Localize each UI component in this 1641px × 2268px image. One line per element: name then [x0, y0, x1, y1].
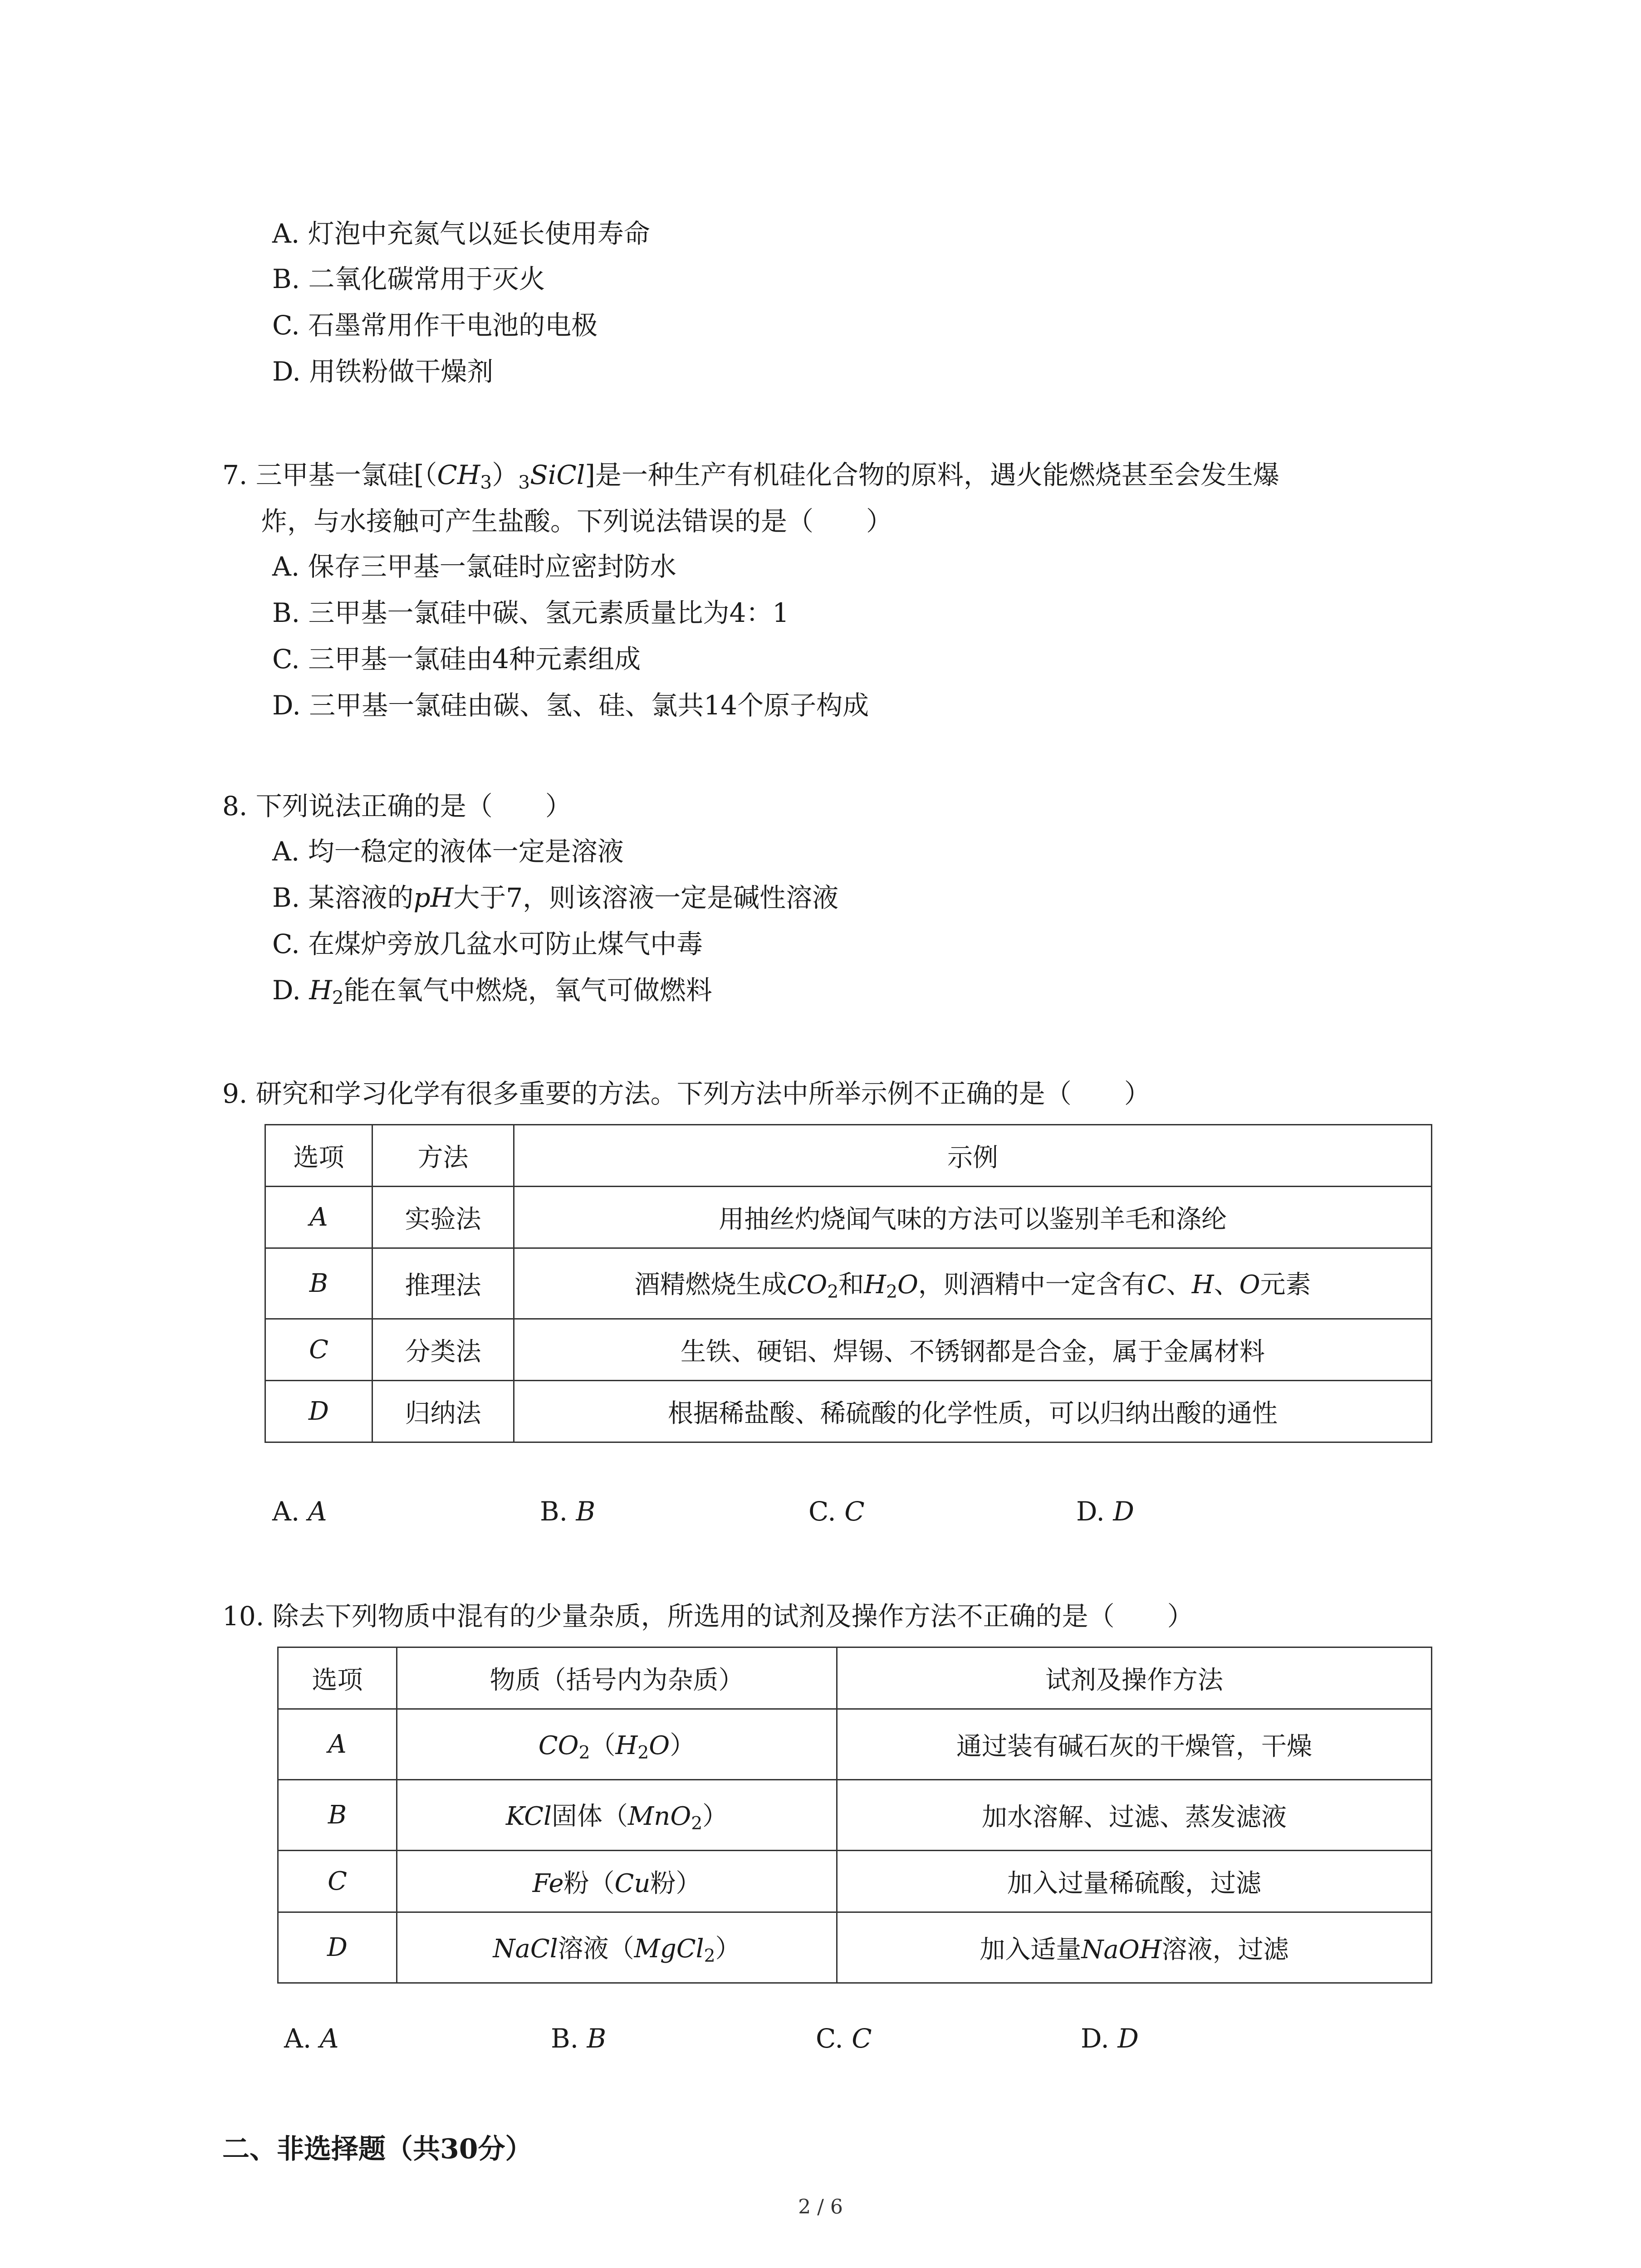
q10-table-header: [278, 1647, 1432, 1709]
q10-row-a-option: A: [278, 1709, 397, 1780]
q9-b-ex-mid: ，则酒精中一定含有: [918, 1270, 1147, 1300]
q9-row-a-option: A: [265, 1187, 372, 1248]
q9-b-ex-o2: O: [1239, 1270, 1260, 1300]
q7-number: 7.: [222, 459, 248, 490]
q10-c-t1: 粉（: [563, 1868, 615, 1898]
q10-choice-c: [816, 2023, 872, 2054]
q9-choice-d: [1076, 1496, 1134, 1527]
q9-b-ex-h2: H: [1191, 1270, 1214, 1300]
q7-stem-line1: [222, 459, 1279, 498]
q8-optb-ph: pH: [413, 882, 454, 913]
q10-a-paren-open: （: [590, 1731, 616, 1761]
table-row: [278, 1709, 1432, 1780]
q10-d-mgcl: MgCl: [634, 1934, 704, 1964]
q6-option-c: C. 石墨常用作干电池的电极: [272, 310, 598, 341]
q10-d-paren-close: ）: [715, 1934, 741, 1964]
q9-row-b-method: 推理法: [372, 1248, 514, 1319]
q10-choice-c-label: C.: [816, 2023, 852, 2054]
q7-formula-sicl: SiCl: [530, 459, 585, 490]
q7-stem-line2: 炸，与水接触可产生盐酸。下列说法错误的是（ ）: [261, 506, 893, 537]
q9-row-b-example: [514, 1248, 1432, 1319]
q9-choice-c-value: C: [844, 1496, 865, 1527]
q7-paren-close: ）: [492, 459, 519, 490]
q9-choice-d-value: D: [1113, 1496, 1134, 1527]
q10-choice-c-value: C: [852, 2023, 872, 2054]
q10-a-h: H: [615, 1731, 638, 1761]
q10-d-method-pre: 加入适量: [980, 1935, 1082, 1965]
q7-stem-post: ]是一种生产有机硅化合物的原料，遇火能燃烧甚至会发生爆: [585, 459, 1279, 490]
section2-heading: 二、非选择题（共30分）: [222, 2133, 533, 2165]
q7-formula-ch: CH: [437, 459, 480, 490]
q9-header-option: 选项: [265, 1125, 372, 1187]
q8-optd-pre: D.: [272, 975, 309, 1006]
q9-b-ex-sep2: 、: [1214, 1270, 1239, 1300]
q9-b-ex-sep1: 、: [1166, 1270, 1192, 1300]
q10-choice-b-value: B: [587, 2023, 607, 2054]
q10-c-cu: Cu: [614, 1868, 651, 1898]
q9-choice-b-label: B.: [540, 1496, 576, 1527]
q9-choice-c-label: C.: [808, 1496, 845, 1527]
q8-option-b: [272, 882, 838, 914]
q10-b-mno: MnO: [627, 1802, 691, 1832]
q9-row-d-option: D: [265, 1381, 372, 1442]
q10-d-t1: 溶液（: [558, 1934, 634, 1964]
q10-table: [277, 1647, 1432, 1984]
q10-row-d-method: [837, 1912, 1432, 1983]
q10-header-option: 选项: [278, 1647, 397, 1709]
q7-option-b: B. 三甲基一氯硅中碳、氢元素质量比为4：1: [272, 597, 789, 628]
q9-row-c-option: C: [265, 1319, 372, 1381]
q7-option-d: D. 三甲基一氯硅由碳、氢、硅、氯共14个原子构成: [272, 690, 869, 721]
q9-b-ex-sub2: 2: [886, 1281, 897, 1302]
q10-header-substance: 物质（括号内为杂质）: [397, 1647, 837, 1709]
q8-optb-pre: B. 某溶液的: [272, 882, 414, 913]
q10-choice-d-value: D: [1117, 2023, 1139, 2054]
q8-option-c: C. 在煤炉旁放几盆水可防止煤气中毒: [272, 929, 703, 959]
q9-row-c-example: 生铁、硬铝、焊锡、不锈钢都是合金，属于金属材料: [514, 1319, 1432, 1381]
q10-choice-d-label: D.: [1081, 2023, 1118, 2054]
q10-choice-b-label: B.: [551, 2023, 587, 2054]
q10-choice-a: [284, 2023, 339, 2054]
q6-option-d: D. 用铁粉做干燥剂: [272, 356, 494, 387]
table-row: [278, 1851, 1432, 1912]
q9-header-method: 方法: [372, 1125, 514, 1187]
q9-table-header: [265, 1125, 1432, 1187]
q10-choice-a-label: A.: [284, 2023, 320, 2054]
q10-d-method-naoh: NaOH: [1081, 1935, 1162, 1965]
q9-table: [265, 1124, 1432, 1443]
q9-row-b-option: B: [265, 1248, 372, 1319]
table-row: [278, 1912, 1432, 1983]
q9-b-ex-o: O: [897, 1270, 918, 1300]
q9-b-ex-c: C: [1146, 1270, 1166, 1300]
q9-choice-a: [272, 1496, 327, 1527]
q10-choice-d: [1081, 2023, 1139, 2054]
table-row: [265, 1319, 1432, 1381]
q10-row-b-option: B: [278, 1780, 397, 1851]
q10-c-t2: 粉）: [650, 1868, 701, 1898]
q10-header-method: 试剂及操作方法: [837, 1647, 1432, 1709]
q8-option-d: [272, 974, 712, 1013]
q7-sub-3a: 3: [480, 471, 492, 494]
q9-choice-b-value: B: [576, 1496, 596, 1527]
q10-choice-b: [551, 2023, 606, 2054]
q10-row-c-substance: [397, 1851, 837, 1912]
q9-row-a-example: 用抽丝灼烧闻气味的方法可以鉴别羊毛和涤纶: [514, 1187, 1432, 1248]
q9-b-ex-pre: 酒精燃烧生成: [634, 1270, 787, 1300]
q10-a-sub2: 2: [637, 1742, 649, 1763]
q10-b-paren-close: ）: [702, 1802, 728, 1832]
q9-b-ex-co: CO: [787, 1270, 828, 1300]
q10-row-b-substance: [397, 1780, 837, 1851]
q10-b-txt: 固体（: [551, 1802, 628, 1832]
q9-b-ex-and: 和: [838, 1270, 864, 1300]
q10-row-a-substance: [397, 1709, 837, 1780]
q10-choices: [284, 2023, 1191, 2059]
q10-a-sub1: 2: [578, 1742, 590, 1763]
q9-stem: 9. 研究和学习化学有很多重要的方法。下列方法中所举示例不正确的是（ ）: [222, 1078, 1151, 1109]
q10-d-sub: 2: [704, 1945, 715, 1966]
q7-stem-pre: 三甲基一氯硅[（: [255, 459, 437, 490]
q9-choice-c: [808, 1496, 865, 1527]
q8-optb-post: 大于7，则该溶液一定是碱性溶液: [453, 882, 839, 913]
q8-option-a: A. 均一稳定的液体一定是溶液: [272, 836, 624, 867]
q10-b-sub: 2: [691, 1813, 703, 1834]
q8-optd-post: 能在氧气中燃烧，氧气可做燃料: [343, 975, 712, 1006]
page-number: 2 / 6: [798, 2195, 843, 2219]
q10-row-c-method: 加入过量稀硫酸，过滤: [837, 1851, 1432, 1912]
q9-choice-d-label: D.: [1076, 1496, 1113, 1527]
q10-row-a-method: 通过装有碱石灰的干燥管，干燥: [837, 1709, 1432, 1780]
q10-d-nacl: NaCl: [493, 1934, 558, 1964]
q10-a-o: O: [649, 1731, 670, 1761]
q6-option-a: A. 灯泡中充氮气以延长使用寿命: [272, 218, 650, 249]
q9-b-ex-end: 元素: [1260, 1270, 1311, 1300]
q10-row-d-option: D: [278, 1912, 397, 1983]
q8-stem: 8. 下列说法正确的是（ ）: [222, 791, 572, 821]
q9-choice-a-label: A.: [272, 1496, 308, 1527]
q9-header-example: 示例: [514, 1125, 1432, 1187]
q10-b-kcl: KCl: [505, 1802, 552, 1832]
q8-optd-h: H: [309, 975, 332, 1006]
q7-sub-3b: 3: [518, 471, 530, 494]
q10-a-co: CO: [538, 1731, 579, 1761]
q9-choice-a-value: A: [308, 1496, 327, 1527]
q9-row-d-example: 根据稀盐酸、稀硫酸的化学性质，可以归纳出酸的通性: [514, 1381, 1432, 1442]
q10-c-fe: Fe: [532, 1868, 564, 1898]
q9-b-ex-h: H: [864, 1270, 887, 1300]
q7-option-c: C. 三甲基一氯硅由4种元素组成: [272, 644, 641, 675]
q10-stem: 10. 除去下列物质中混有的少量杂质，所选用的试剂及操作方法不正确的是（ ）: [222, 1601, 1194, 1632]
q10-row-d-substance: [397, 1912, 837, 1983]
q10-a-paren-close: ）: [670, 1731, 696, 1761]
q6-option-b: B. 二氧化碳常用于灭火: [272, 264, 545, 294]
q10-row-b-method: 加水溶解、过滤、蒸发滤液: [837, 1780, 1432, 1851]
q7-option-a: A. 保存三甲基一氯硅时应密封防水: [272, 551, 676, 582]
q9-choice-b: [540, 1496, 595, 1527]
table-row: [265, 1381, 1432, 1442]
q10-choice-a-value: A: [319, 2023, 339, 2054]
table-row: [278, 1780, 1432, 1851]
q10-d-method-post: 溶液，过滤: [1161, 1935, 1289, 1965]
q9-choices: [272, 1496, 1180, 1532]
q9-row-a-method: 实验法: [372, 1187, 514, 1248]
table-row: [265, 1248, 1432, 1319]
q9-b-ex-sub1: 2: [827, 1281, 839, 1302]
q9-row-c-method: 分类法: [372, 1319, 514, 1381]
q8-optd-sub: 2: [332, 987, 344, 1009]
table-row: [265, 1187, 1432, 1248]
q9-row-d-method: 归纳法: [372, 1381, 514, 1442]
q10-row-c-option: C: [278, 1851, 397, 1912]
